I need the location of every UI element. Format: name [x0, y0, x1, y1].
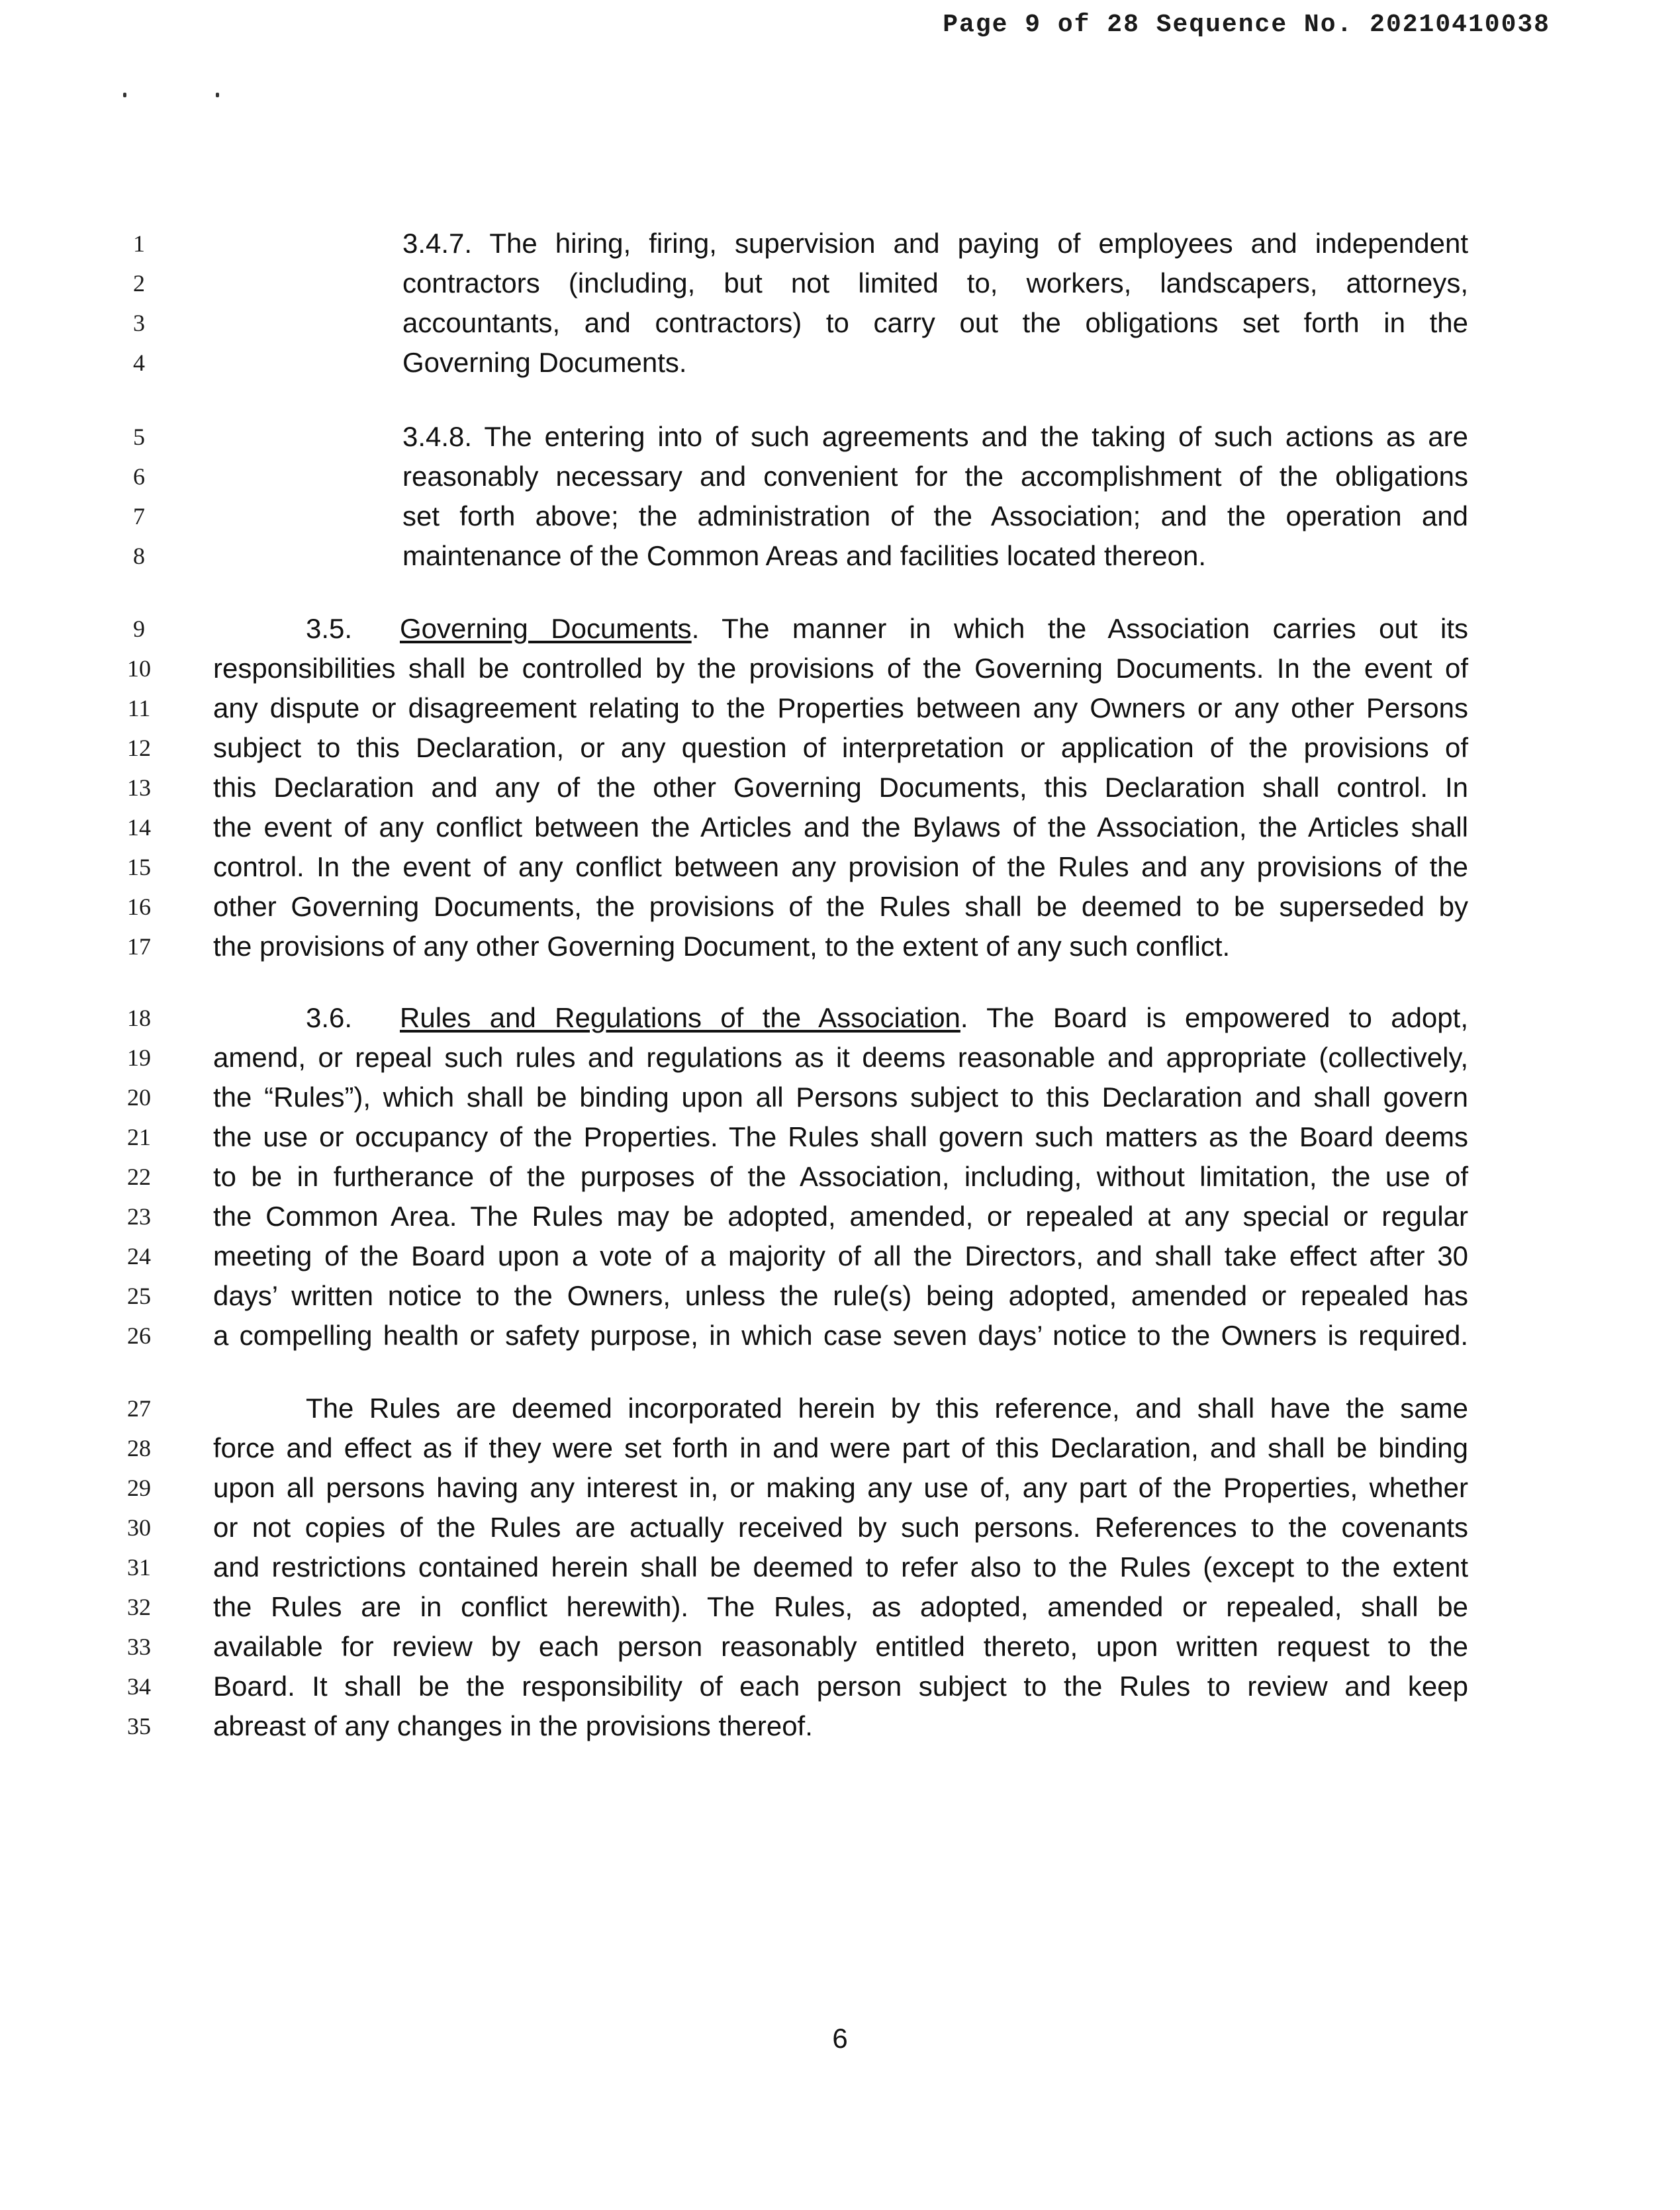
line-text: the event of any conflict between the Articles and the Bylaws of the Association, the Articles shall — [213, 811, 1468, 843]
line-number: 4 — [133, 349, 145, 376]
section-number: 3.5. — [306, 613, 353, 644]
line-text: reasonably necessary and convenient for the accomplishment of the obligations — [402, 461, 1468, 492]
line — [0, 927, 1680, 966]
line — [0, 1706, 1680, 1746]
line-text: available for review by each person reasonably entitled thereto, upon written request to the — [213, 1631, 1468, 1662]
line — [0, 1428, 1680, 1468]
line — [0, 1468, 1680, 1508]
line-number: 1 — [133, 230, 145, 257]
section-title: Rules and Regulations of the Association — [400, 1002, 960, 1033]
line-text: 3.4.7. The hiring, firing, supervision and paying of employees and independent — [402, 228, 1468, 259]
line-number: 33 — [127, 1634, 151, 1660]
line-number: 12 — [127, 735, 151, 761]
line — [0, 303, 1680, 343]
line — [0, 417, 1680, 457]
line-number: 25 — [127, 1283, 151, 1309]
section-number: 3.6. — [306, 1002, 353, 1033]
line — [0, 609, 1680, 649]
line-text: to be in furtherance of the purposes of the Association, including, without limitation, the use of — [213, 1161, 1468, 1192]
line — [0, 1316, 1680, 1356]
line-text: Governing Documents. — [402, 347, 687, 378]
line-number: 9 — [133, 616, 145, 642]
line-number: 17 — [127, 933, 151, 960]
line-number: 2 — [133, 270, 145, 297]
line — [0, 728, 1680, 768]
line — [0, 536, 1680, 576]
line-number: 28 — [127, 1435, 151, 1461]
scan-speck — [123, 93, 126, 97]
line-number: 35 — [127, 1713, 151, 1739]
line — [0, 649, 1680, 688]
line-number: 5 — [133, 424, 145, 450]
line-text: other Governing Documents, the provisions of the Rules shall be deemed to be superseded by — [213, 891, 1468, 922]
line-text: 3.4.8. The entering into of such agreements and the taking of such actions as are — [402, 421, 1468, 452]
line-number: 18 — [127, 1005, 151, 1031]
line — [0, 1667, 1680, 1706]
line-text: the use or occupancy of the Properties. The Rules shall govern such matters as the Board deems — [213, 1121, 1468, 1152]
line — [0, 998, 1680, 1038]
line-number: 7 — [133, 503, 145, 529]
line-text: . The manner in which the Association carries out its — [691, 613, 1469, 644]
line-text: the “Rules”), which shall be binding upon all Persons subject to this Declaration and shall govern — [213, 1082, 1468, 1113]
line-text: force and effect as if they were set forth in and were part of this Declaration, and shall be binding — [213, 1432, 1468, 1463]
line — [0, 496, 1680, 536]
line-number: 13 — [127, 774, 151, 801]
line-number: 22 — [127, 1164, 151, 1190]
line-text: the Rules are in conflict herewith). The Rules, as adopted, amended or repealed, shall be — [213, 1591, 1468, 1622]
line-number: 14 — [127, 814, 151, 841]
line — [0, 768, 1680, 807]
line-number: 24 — [127, 1243, 151, 1269]
line — [0, 457, 1680, 496]
line — [0, 1389, 1680, 1428]
line — [0, 1236, 1680, 1276]
line — [0, 224, 1680, 263]
line-number: 31 — [127, 1554, 151, 1581]
line — [0, 688, 1680, 728]
line-text: the Common Area. The Rules may be adopted, amended, or repealed at any special or regular — [213, 1201, 1468, 1232]
line-text: amend, or repeal such rules and regulations as it deems reasonable and appropriate (collectively, — [213, 1042, 1468, 1073]
line-number: 21 — [127, 1124, 151, 1150]
line-text: accountants, and contractors) to carry out the obligations set forth in the — [402, 307, 1468, 338]
line-text: abreast of any changes in the provisions thereof. — [213, 1710, 813, 1741]
line-number: 3 — [133, 310, 145, 336]
line-text: or not copies of the Rules are actually received by such persons. References to the covenants — [213, 1512, 1468, 1543]
line-number: 11 — [127, 695, 151, 721]
line-number: 26 — [127, 1322, 151, 1349]
section-heading-line — [306, 609, 1468, 649]
line-text: days’ written notice to the Owners, unless the rule(s) being adopted, amended or repealed has — [213, 1280, 1468, 1311]
section-title: Governing Documents — [400, 613, 692, 644]
line-text: a compelling health or safety purpose, in which case seven days’ notice to the Owners is required. — [213, 1320, 1468, 1351]
line-number: 34 — [127, 1673, 151, 1700]
line — [0, 1197, 1680, 1236]
line-number: 16 — [127, 894, 151, 920]
page-number: 6 — [832, 2023, 848, 2054]
line — [0, 847, 1680, 887]
line — [0, 807, 1680, 847]
line-text: The Rules are deemed incorporated herein by this reference, and shall have the same — [306, 1393, 1468, 1424]
line — [0, 1508, 1680, 1547]
line — [0, 1276, 1680, 1316]
line-text: upon all persons having any interest in, or making any use of, any part of the Properties, whether — [213, 1472, 1468, 1503]
line-number: 15 — [127, 854, 151, 880]
line-number: 10 — [127, 655, 151, 682]
line-text: responsibilities shall be controlled by the provisions of the Governing Documents. In the event of — [213, 653, 1468, 684]
line-number: 6 — [133, 463, 145, 490]
section-heading-line — [306, 998, 1468, 1038]
line — [0, 1078, 1680, 1117]
line — [0, 1627, 1680, 1667]
line — [0, 1157, 1680, 1197]
line-number: 30 — [127, 1514, 151, 1541]
line-text: any dispute or disagreement relating to the Properties between any Owners or any other Persons — [213, 692, 1468, 723]
line — [0, 1117, 1680, 1157]
line-text: contractors (including, but not limited to, workers, landscapers, attorneys, — [402, 267, 1468, 299]
line — [0, 263, 1680, 303]
line — [0, 887, 1680, 927]
line-number: 8 — [133, 543, 145, 569]
scan-speck — [216, 93, 219, 97]
line-text: and restrictions contained herein shall be deemed to refer also to the Rules (except to the extent — [213, 1551, 1468, 1583]
line-text: Board. It shall be the responsibility of each person subject to the Rules to review and keep — [213, 1671, 1468, 1702]
line-text: the provisions of any other Governing Document, to the extent of any such conflict. — [213, 931, 1231, 962]
line — [0, 343, 1680, 383]
line — [0, 1038, 1680, 1078]
line-number: 23 — [127, 1203, 151, 1230]
line-number: 27 — [127, 1395, 151, 1422]
line-number: 19 — [127, 1044, 151, 1071]
line-text: maintenance of the Common Areas and facilities located thereon. — [402, 540, 1207, 571]
line-number: 20 — [127, 1084, 151, 1111]
line-text: control. In the event of any conflict between any provision of the Rules and any provisions of the — [213, 851, 1468, 882]
line-number: 29 — [127, 1475, 151, 1501]
line-text: meeting of the Board upon a vote of a majority of all the Directors, and shall take effect after 30 — [213, 1240, 1468, 1271]
line-text: . The Board is empowered to adopt, — [960, 1002, 1468, 1033]
page-sequence-stamp: Page 9 of 28 Sequence No. 20210410038 — [943, 11, 1550, 39]
line — [0, 1587, 1680, 1627]
line-text: set forth above; the administration of the Association; and the operation and — [402, 500, 1468, 531]
line — [0, 1547, 1680, 1587]
line-number: 32 — [127, 1594, 151, 1620]
line-text: this Declaration and any of the other Governing Documents, this Declaration shall control. In — [213, 772, 1468, 803]
line-text: subject to this Declaration, or any question of interpretation or application of the provisions of — [213, 732, 1468, 763]
